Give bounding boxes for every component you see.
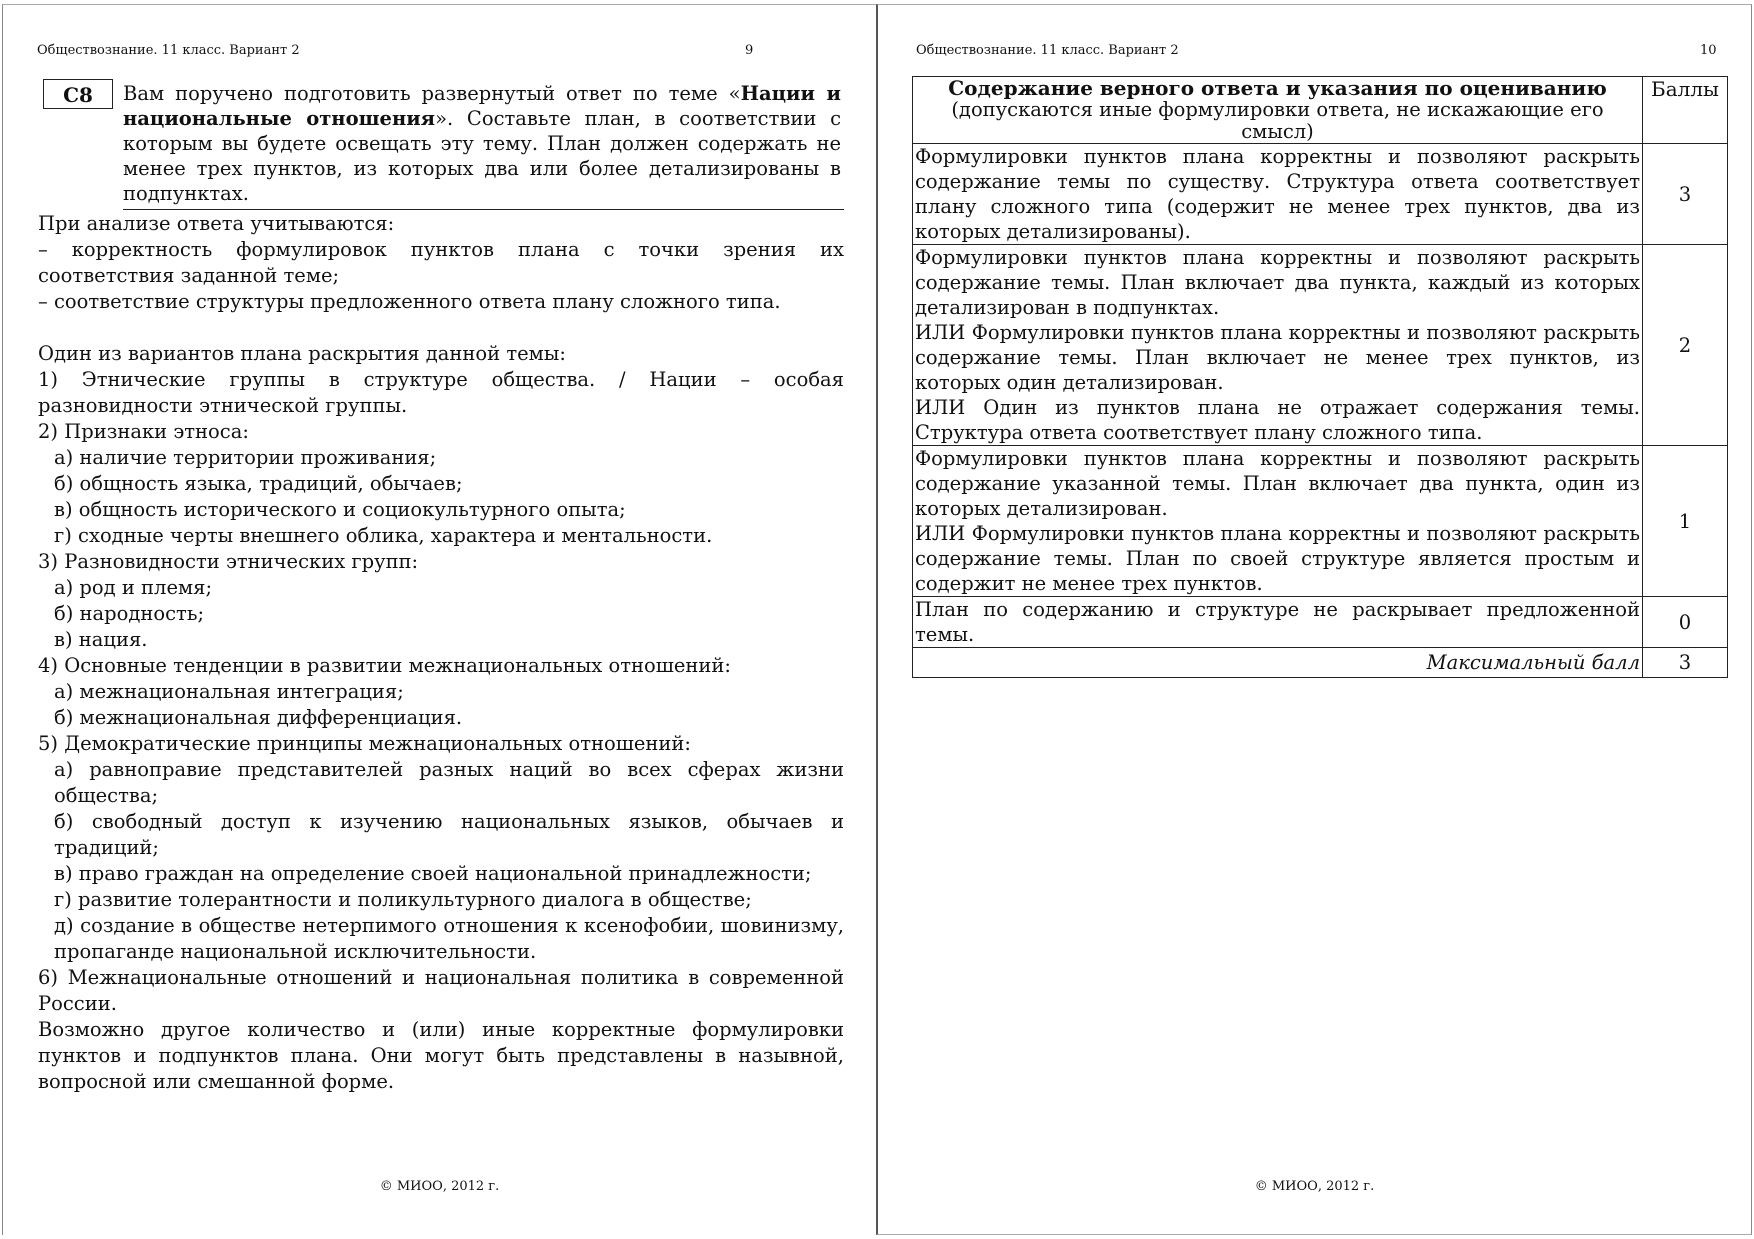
plan-item: 1) Этнические группы в структуре общества. / Нации – особая разновидности этнической группы. <box>38 368 844 417</box>
plan-item: 5) Демократические принципы межнациональных отношений: <box>38 732 691 755</box>
task-text <box>123 81 841 206</box>
page-header-title: Обществознание. 11 класс. Вариант 2 <box>37 43 300 58</box>
plan-subitem: б) свободный доступ к изучению национальных языков, обычаев и традиций; <box>54 810 844 859</box>
page-footer: © МИОО, 2012 г. <box>1254 1179 1375 1194</box>
grading-table <box>912 76 1728 678</box>
left-page <box>2 4 876 1235</box>
criterion-cell <box>913 245 1643 446</box>
score-cell: 1 <box>1643 446 1728 597</box>
table-header-score: Баллы <box>1643 77 1728 144</box>
table-header-subtitle: (допускаются иные формулировки ответа, не искажающие его смысл) <box>951 98 1604 143</box>
plan-subitem: б) народность; <box>54 602 205 625</box>
table-row <box>913 144 1728 245</box>
score-cell: 2 <box>1643 245 1728 446</box>
task-label: С8 <box>43 79 113 109</box>
task-text-after: ». Составьте план, в соответствии с которым вы будете освещать эту тему. План должен содержать не менее трех пунктов, из которых два или более детализированы в подпунктах. <box>123 107 841 205</box>
plan-subitem: а) наличие территории проживания; <box>54 446 437 469</box>
table-header-row <box>913 77 1728 144</box>
criterion-text: Формулировки пунктов плана корректны и позволяют раскрыть содержание темы. План включает два пункта, каждый из которых детализирован в подпунктах. <box>915 246 1640 319</box>
page-number: 9 <box>745 43 754 58</box>
criterion-text: ИЛИ Формулировки пунктов плана корректны и позволяют раскрыть содержание темы. План включает не менее трех пунктов, из которых один детализирован. <box>915 321 1640 394</box>
criteria-item: – корректность формулировок пунктов плана с точки зрения их соответствия заданной теме; <box>38 238 844 287</box>
max-score-label: Максимальный балл <box>913 648 1643 678</box>
plan-subitem: б) общность языка, традиций, обычаев; <box>54 472 463 495</box>
page-header-title: Обществознание. 11 класс. Вариант 2 <box>916 43 1179 58</box>
plan-subitem: б) межнациональная дифференциация. <box>54 706 463 729</box>
table-row <box>913 446 1728 597</box>
criterion-cell <box>913 144 1643 245</box>
criterion-text: ИЛИ Формулировки пунктов плана корректны и позволяют раскрыть содержание темы. План по своей структуре является простым и содержит не менее трех пунктов. <box>915 522 1640 595</box>
page-number: 10 <box>1700 43 1717 58</box>
plan-item: 2) Признаки этноса: <box>38 420 249 443</box>
closing-note: Возможно другое количество и (или) иные корректные формулировки пунктов и подпунктов плана. Они могут быть представлены в назывной, вопросной или смешанной форме. <box>38 1018 844 1093</box>
criteria-intro: При анализе ответа учитываются: <box>38 212 395 235</box>
plan-list <box>38 367 844 1017</box>
answer-body <box>38 211 844 1095</box>
criteria-item: – соответствие структуры предложенного ответа плану сложного типа. <box>38 290 781 313</box>
plan-subitem: г) развитие толерантности и поликультурного диалога в обществе; <box>54 888 752 911</box>
task-text-before: Вам поручено подготовить развернутый ответ по теме « <box>123 82 741 105</box>
plan-subitem: а) равноправие представителей разных наций во всех сферах жизни общества; <box>54 758 844 807</box>
plan-subitem: а) род и племя; <box>54 576 213 599</box>
plan-subitem: в) нация. <box>54 628 148 651</box>
plan-item: 3) Разновидности этнических групп: <box>38 550 419 573</box>
plan-subitem: д) создание в обществе нетерпимого отношения к ксенофобии, шовинизму, пропаганде национальной исключительности. <box>54 914 844 963</box>
plan-intro: Один из вариантов плана раскрытия данной темы: <box>38 342 566 365</box>
table-row <box>913 245 1728 446</box>
criterion-cell <box>913 597 1643 648</box>
plan-subitem: а) межнациональная интеграция; <box>54 680 404 703</box>
table-header-content <box>913 77 1643 144</box>
grading-rows <box>913 144 1728 648</box>
plan-item: 6) Межнациональные отношений и национальная политика в современной России. <box>38 966 844 1015</box>
criterion-cell <box>913 446 1643 597</box>
score-cell: 0 <box>1643 597 1728 648</box>
page-footer: © МИОО, 2012 г. <box>379 1179 500 1194</box>
score-cell: 3 <box>1643 144 1728 245</box>
plan-subitem: в) общность исторического и социокультурного опыта; <box>54 498 626 521</box>
max-score-value: 3 <box>1643 648 1728 678</box>
criterion-text: План по содержанию и структуре не раскрывает предложенной темы. <box>915 598 1640 646</box>
plan-item: 4) Основные тенденции в развитии межнациональных отношений: <box>38 654 731 677</box>
plan-subitem: г) сходные черты внешнего облика, характера и ментальности. <box>54 524 713 547</box>
table-row <box>913 597 1728 648</box>
right-page <box>876 4 1752 1235</box>
task-divider <box>123 209 844 210</box>
criterion-text: Формулировки пунктов плана корректны и позволяют раскрыть содержание темы по существу. Структура ответа соответствует плану сложного типа (содержит не менее трех пунктов, два из которых детализированы). <box>915 145 1640 243</box>
criterion-text: Формулировки пунктов плана корректны и позволяют раскрыть содержание указанной темы. План включает два пункта, один из которых детализирован. <box>915 447 1640 520</box>
max-score-row <box>913 648 1728 678</box>
task-topic: Нации и национальные отношения <box>123 82 841 130</box>
plan-subitem: в) право граждан на определение своей национальной принадлежности; <box>54 862 812 885</box>
criterion-text: ИЛИ Один из пунктов плана не отражает содержания темы. Структура ответа соответствует плану сложного типа. <box>915 396 1640 444</box>
table-header-title: Содержание верного ответа и указания по оцениванию <box>948 76 1607 100</box>
